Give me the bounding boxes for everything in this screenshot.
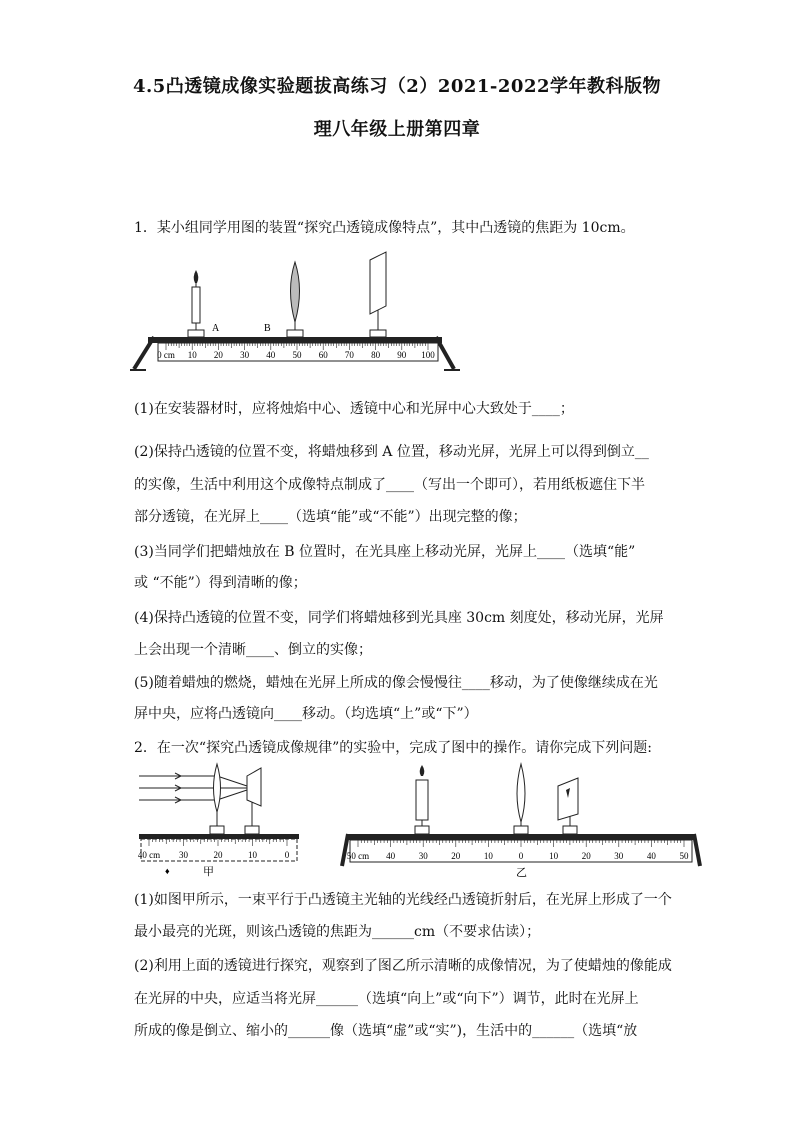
ruler-tick-label: 10: [248, 850, 257, 860]
q1-part-3b: 或 “不能”）得到清晰的像；: [134, 575, 307, 591]
ruler-tick-label: 70: [344, 350, 354, 360]
ruler-tick-label: 10: [483, 851, 493, 861]
ruler-tick-label: 20: [451, 851, 461, 861]
ruler-tick-label: 10: [187, 350, 197, 360]
candle-icon: [415, 765, 429, 834]
ruler-tick-label: 10: [549, 851, 559, 861]
ruler-tick-label: 30: [614, 851, 624, 861]
q2-stem: 2．在一次“探究凸透镜成像规律”的实验中，完成了图中的操作。请你完成下列问题:: [134, 740, 652, 756]
q1-part-2c: 部分透镜，在光屏上____（选填“能”或“不能”）出现完整的像；: [134, 509, 527, 525]
q2-figure-yi: [338, 762, 708, 880]
q2-part-1b: 最小最亮的光斑，则该凸透镜的焦距为______cm（不要求估读）；: [134, 924, 541, 940]
ruler-tick-label: 20: [213, 850, 223, 860]
convex-lens-icon: [514, 764, 528, 834]
ruler-tick-label: 0: [518, 851, 524, 861]
q2-figure-jia: [135, 762, 305, 880]
convex-lens-icon: [287, 262, 303, 337]
ruler-tick-label: 30: [179, 850, 188, 860]
ruler-tick-label: 40 cm: [137, 850, 161, 860]
candle-icon: [188, 270, 204, 337]
title-line-2: 理八年级上册第四章: [313, 119, 481, 140]
q1-optical-bench-figure: [130, 250, 460, 375]
ruler-tick-label: 0 cm: [157, 350, 175, 360]
q1-part-5b: 屏中央，应将凸透镜向____移动。（均选填“上”或“下”）: [134, 706, 478, 722]
ruler-tick-label: 90: [397, 350, 407, 360]
q2-part-1a: (1)如图甲所示，一束平行于凸透镜主光轴的光线经凸透镜折射后，在光屏上形成了一个: [134, 892, 672, 908]
ruler-tick-label: 30: [418, 851, 428, 861]
q2-part-2b: 在光屏的中央，应适当将光屏______（选填“向上”或“向下”）调节，此时在光屏上: [134, 991, 639, 1007]
q1-stem: 1．某小组同学用图的装置“探究凸透镜成像特点”，其中凸透镜的焦距为 10cm。: [134, 220, 635, 236]
ruler-tick-label: 80: [371, 350, 381, 360]
q2-part-2c: 所成的像是倒立、缩小的______像（选填“虚”或“实”)，生活中的______（选填“放: [134, 1023, 638, 1039]
ruler-tick-label: 40: [646, 851, 656, 861]
q1-part-1: (1)在安装器材时，应将烛焰中心、透镜中心和光屏中心大致处于____；: [134, 401, 574, 417]
position-label-a: A: [212, 323, 220, 334]
ruler-tick-label: 40: [386, 851, 396, 861]
ruler-tick-label: 30: [240, 350, 250, 360]
title-line-1: 4.5凸透镜成像实验题拔高练习（2）2021-2022学年教科版物: [132, 76, 661, 97]
q1-part-2b: 的实像，生活中利用这个成像特点制成了____（写出一个即可），若用纸板遮住下半: [134, 477, 645, 493]
q1-part-3a: (3)当同学们把蜡烛放在 B 位置时，在光具座上移动光屏，光屏上____（选填“能”: [134, 544, 636, 560]
ruler-tick-label: 50: [292, 350, 302, 360]
ruler-tick-label: 100: [421, 350, 435, 360]
q2-part-2a: (2)利用上面的透镜进行探究，观察到了图乙所示清晰的成像情况，为了使蜡烛的像能成: [134, 958, 672, 974]
svg-text:♦: ♦: [165, 866, 170, 876]
q1-part-2a: (2)保持凸透镜的位置不变，将蜡烛移到 A 位置，移动光屏，光屏上可以得到倒立__: [134, 444, 649, 460]
q1-part-4a: (4)保持凸透镜的位置不变，同学们将蜡烛移到光具座 30cm 刻度处，移动光屏，光屏: [134, 610, 664, 626]
q1-part-4b: 上会出现一个清晰____、倒立的实像；: [134, 642, 372, 658]
ruler-tick-label: 60: [318, 350, 328, 360]
figure-caption-yi: 乙: [516, 867, 527, 879]
ruler-tick-label: 50: [679, 851, 689, 861]
ruler-tick-label: 0: [284, 850, 290, 860]
ruler-tick-label: 40: [266, 350, 276, 360]
light-screen-icon: [558, 778, 578, 834]
light-screen-icon: [245, 768, 261, 834]
convex-lens-icon: [210, 764, 224, 834]
position-label-b: B: [264, 323, 271, 334]
q1-part-5a: (5)随着蜡烛的燃烧，蜡烛在光屏上所成的像会慢慢往____移动，为了使像继续成在光: [134, 675, 658, 691]
ruler-tick-label: 50 cm: [346, 851, 370, 861]
ruler-tick-label: 20: [213, 350, 223, 360]
ruler-tick-label: 20: [581, 851, 591, 861]
figure-caption-jia: 甲: [203, 866, 214, 878]
parallel-light-rays: [139, 773, 253, 803]
light-screen-icon: [370, 252, 386, 337]
